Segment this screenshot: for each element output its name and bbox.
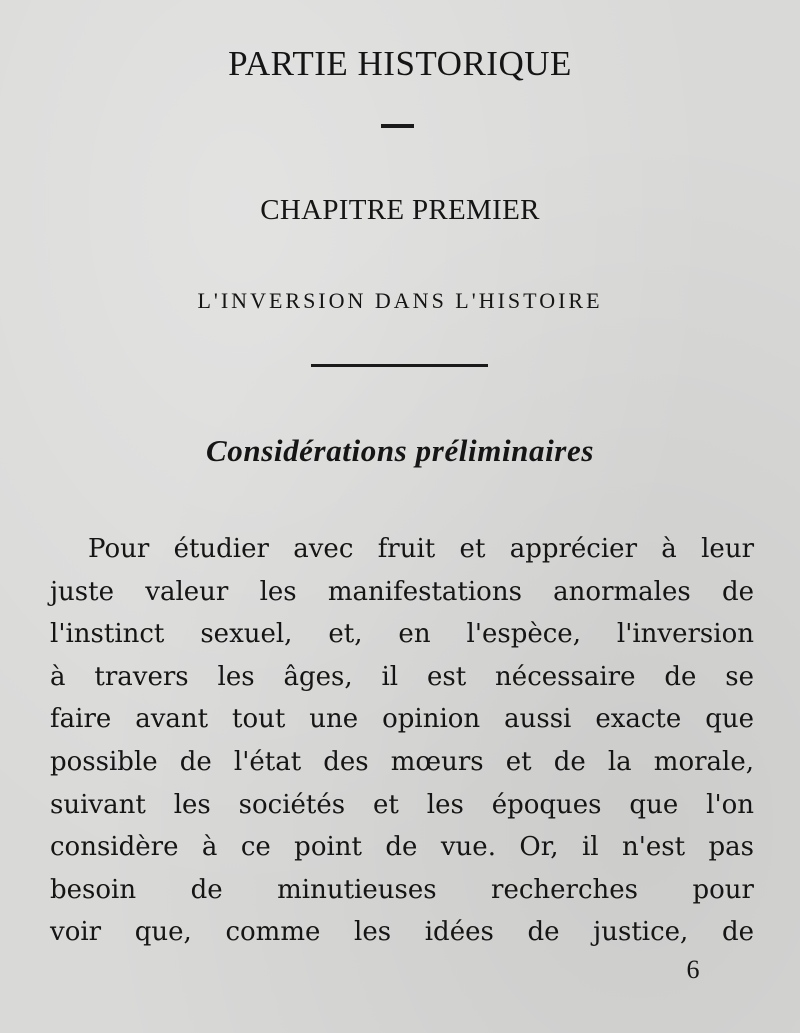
page-number: 6 <box>686 955 700 984</box>
body-line: faire avant tout une opinion aussi exacte que <box>50 704 754 735</box>
body-line: suivant les sociétés et les époques que l'on <box>50 789 754 820</box>
short-divider <box>381 124 414 128</box>
body-line: considère à ce point de vue. Or, il n'est pas <box>50 832 754 863</box>
body-line: possible de l'état des mœurs et de la morale, <box>50 746 754 777</box>
body-line: juste valeur les manifestations anormales de <box>50 576 754 607</box>
part-title: PARTIE HISTORIQUE <box>228 44 572 83</box>
body-line: Pour étudier avec fruit et apprécier à leur <box>88 534 754 564</box>
body-line: besoin de minutieuses recherches pour <box>50 874 754 905</box>
section-title: L'INVERSION DANS L'HISTOIRE <box>197 288 603 313</box>
subtitle: Considérations préliminaires <box>205 433 594 468</box>
chapter-title: CHAPITRE PREMIER <box>260 194 540 226</box>
long-divider <box>311 364 488 367</box>
body-line: l'instinct sexuel, et, en l'espèce, l'inversion <box>50 619 754 650</box>
body-text <box>50 528 754 954</box>
body-line: à travers les âges, il est nécessaire de se <box>50 661 754 692</box>
body-line: voir que, comme les idées de justice, de <box>50 917 754 948</box>
